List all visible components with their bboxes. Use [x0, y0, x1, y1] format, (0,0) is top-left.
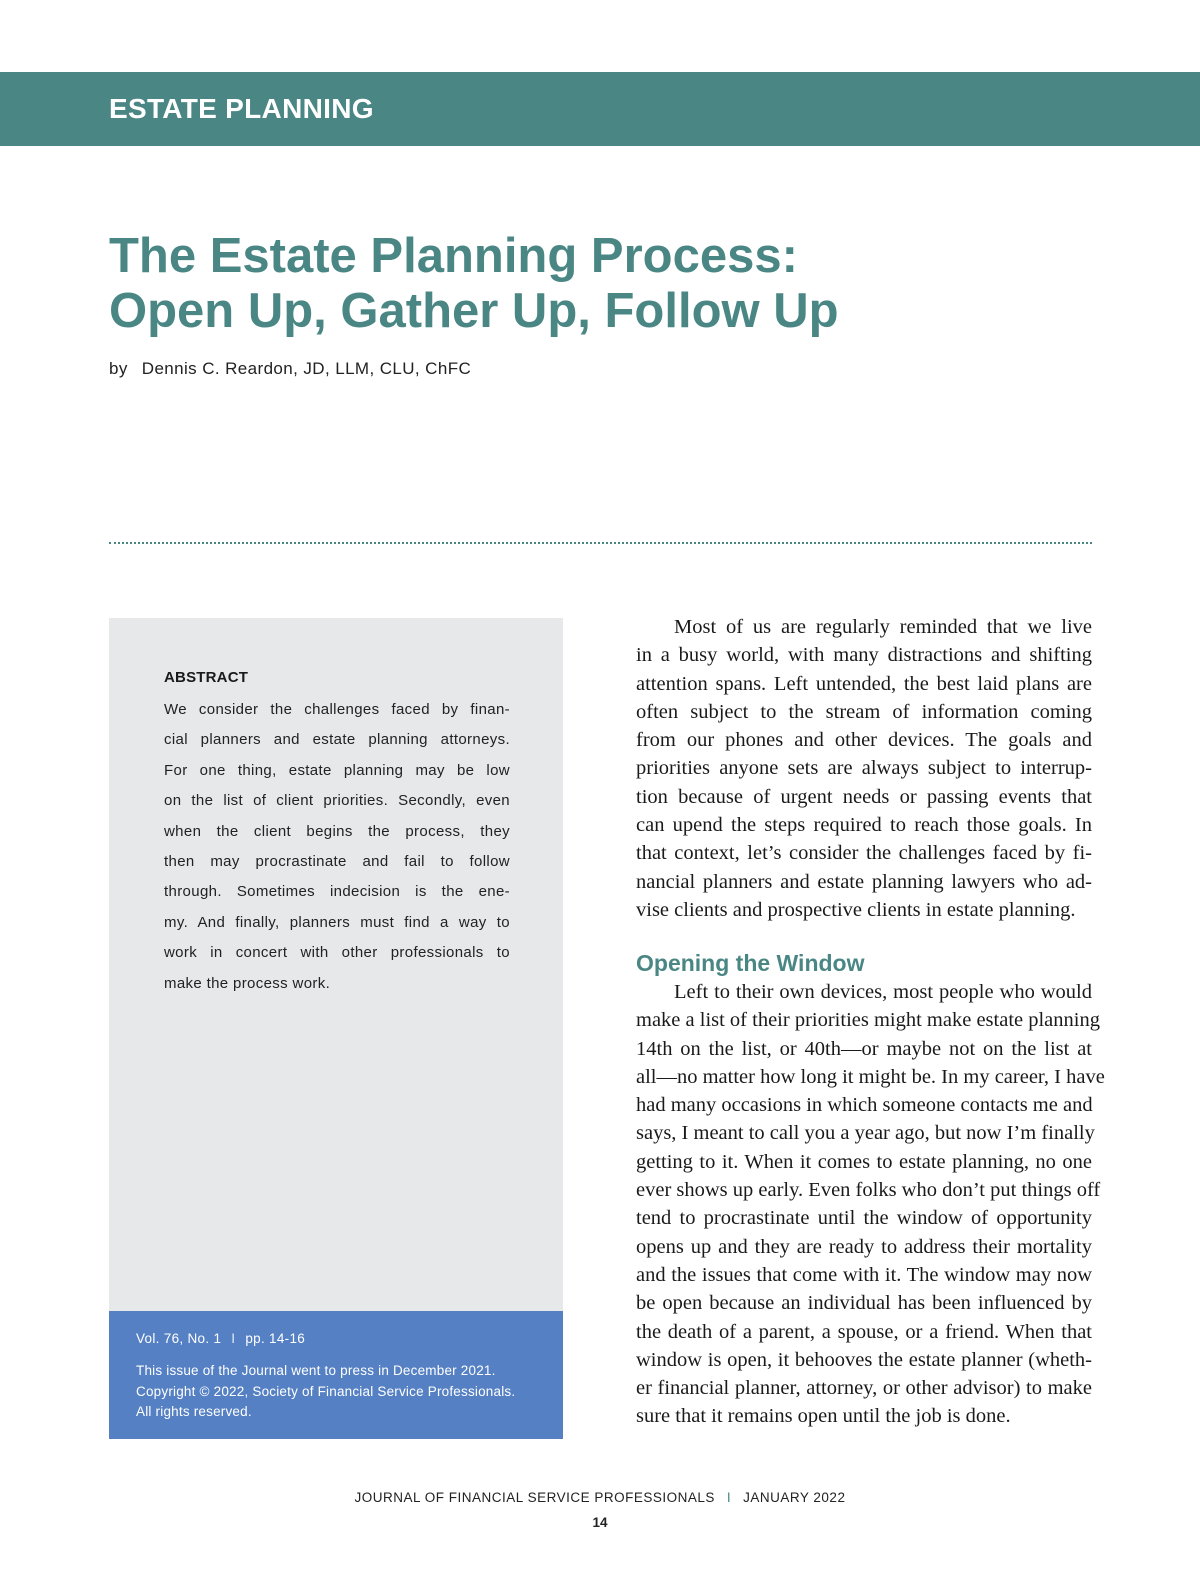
paragraph-line: attention spans. Left untended, the best laid plans are	[636, 672, 1092, 695]
paragraph-line: make a list of their priorities might make estate planning	[636, 1009, 1100, 1032]
abstract-heading: ABSTRACT	[164, 669, 249, 686]
volume-line	[136, 1331, 305, 1346]
paragraph-line: says, I meant to call you a year ago, but now I’m finally	[636, 1122, 1095, 1145]
paragraph-line: nancial planners and estate planning lawyers who ad-	[636, 870, 1092, 893]
abstract-line: We consider the challenges faced by finan-	[164, 701, 510, 718]
section-subheading: Opening the Window	[636, 950, 865, 976]
abstract-line: on the list of client priorities. Secondly, even	[164, 792, 510, 810]
paragraph-line: in a busy world, with many distractions and shifting	[636, 644, 1092, 667]
abstract-line: make the process work.	[164, 974, 331, 992]
copyright-line: Copyright © 2022, Society of Financial Service Professionals.	[136, 1383, 516, 1399]
paragraph-line: from our phones and other devices. The goals and	[636, 729, 1092, 752]
abstract-line: For one thing, estate planning may be low	[164, 761, 510, 779]
paragraph-line: and the issues that come with it. The window may now	[636, 1263, 1092, 1286]
abstract-line: my. And finally, planners must find a way to	[164, 913, 510, 931]
journal-name: JOURNAL OF FINANCIAL SERVICE PROFESSIONALS	[354, 1490, 715, 1505]
byline	[109, 359, 471, 379]
abstract-line: when the client begins the process, they	[164, 822, 510, 840]
press-line: This issue of the Journal went to press in December 2021.	[136, 1363, 496, 1378]
abstract-line: through. Sometimes indecision is the ene-	[164, 883, 510, 901]
volume-separator: I	[231, 1331, 236, 1346]
abstract-line: work in concert with other professionals to	[164, 944, 510, 962]
abstract-line: then may procrastinate and fail to follow	[164, 852, 510, 870]
paragraph-line: window is open, it behooves the estate planner (wheth-	[636, 1348, 1092, 1371]
paragraph-line: be open because an individual has been influenced by	[636, 1292, 1092, 1315]
title-line: Open Up, Gather Up, Follow Up	[109, 284, 839, 338]
abstract-line: cial planners and estate planning attorneys.	[164, 731, 510, 749]
dotted-divider	[109, 542, 1092, 544]
page-range: pp. 14-16	[245, 1331, 306, 1346]
paragraph-line: priorities anyone sets are always subject to interrup-	[636, 757, 1092, 780]
journal-footer	[0, 1490, 1200, 1505]
paragraph-line: Most of us are regularly reminded that we live	[674, 616, 1092, 638]
paragraph-line: all—no matter how long it might be. In my career, I have	[636, 1065, 1105, 1088]
abstract-text	[164, 695, 510, 999]
by-label: by	[109, 359, 128, 378]
volume-number: Vol. 76, No. 1	[136, 1331, 222, 1346]
article-title	[109, 229, 1009, 339]
rights-line: All rights reserved.	[136, 1404, 252, 1419]
paragraph-line: 14th on the list, or 40th—or maybe not on the list at	[636, 1037, 1092, 1060]
paragraph-line: often subject to the stream of information coming	[636, 700, 1092, 723]
paragraph-line: ever shows up early. Even folks who don’t put things off	[636, 1179, 1101, 1202]
paragraph-line: can upend the steps required to reach those goals. In	[636, 814, 1092, 837]
paragraph-line: er financial planner, attorney, or other advisor) to make	[636, 1377, 1092, 1400]
opening-window-paragraph	[636, 978, 1105, 1431]
paragraph-line: tion because of urgent needs or passing events that	[636, 785, 1092, 808]
intro-paragraph	[636, 613, 1092, 924]
paragraph-line: vise clients and prospective clients in estate planning.	[636, 898, 1076, 921]
paragraph-line: that context, let’s consider the challenges faced by fi-	[636, 842, 1092, 865]
page-number: 14	[592, 1515, 608, 1530]
section-label: ESTATE PLANNING	[109, 93, 374, 124]
footer-separator: I	[726, 1490, 732, 1505]
paragraph-line: opens up and they are ready to address their mortality	[636, 1235, 1092, 1258]
paragraph-line: had many occasions in which someone contacts me and	[636, 1094, 1093, 1117]
author-name: Dennis C. Reardon, JD, LLM, CLU, ChFC	[141, 359, 472, 378]
paragraph-line: the death of a parent, a spouse, or a friend. When that	[636, 1320, 1092, 1343]
press-notice	[136, 1361, 515, 1423]
paragraph-line: getting to it. When it comes to estate planning, no one	[636, 1150, 1092, 1173]
paragraph-line: sure that it remains open until the job is done.	[636, 1405, 1011, 1428]
paragraph-line: Left to their own devices, most people who would	[674, 981, 1092, 1003]
title-line: The Estate Planning Process:	[109, 229, 798, 283]
issue-date: JANUARY 2022	[743, 1490, 846, 1505]
paragraph-line: tend to procrastinate until the window of opportunity	[636, 1207, 1092, 1230]
